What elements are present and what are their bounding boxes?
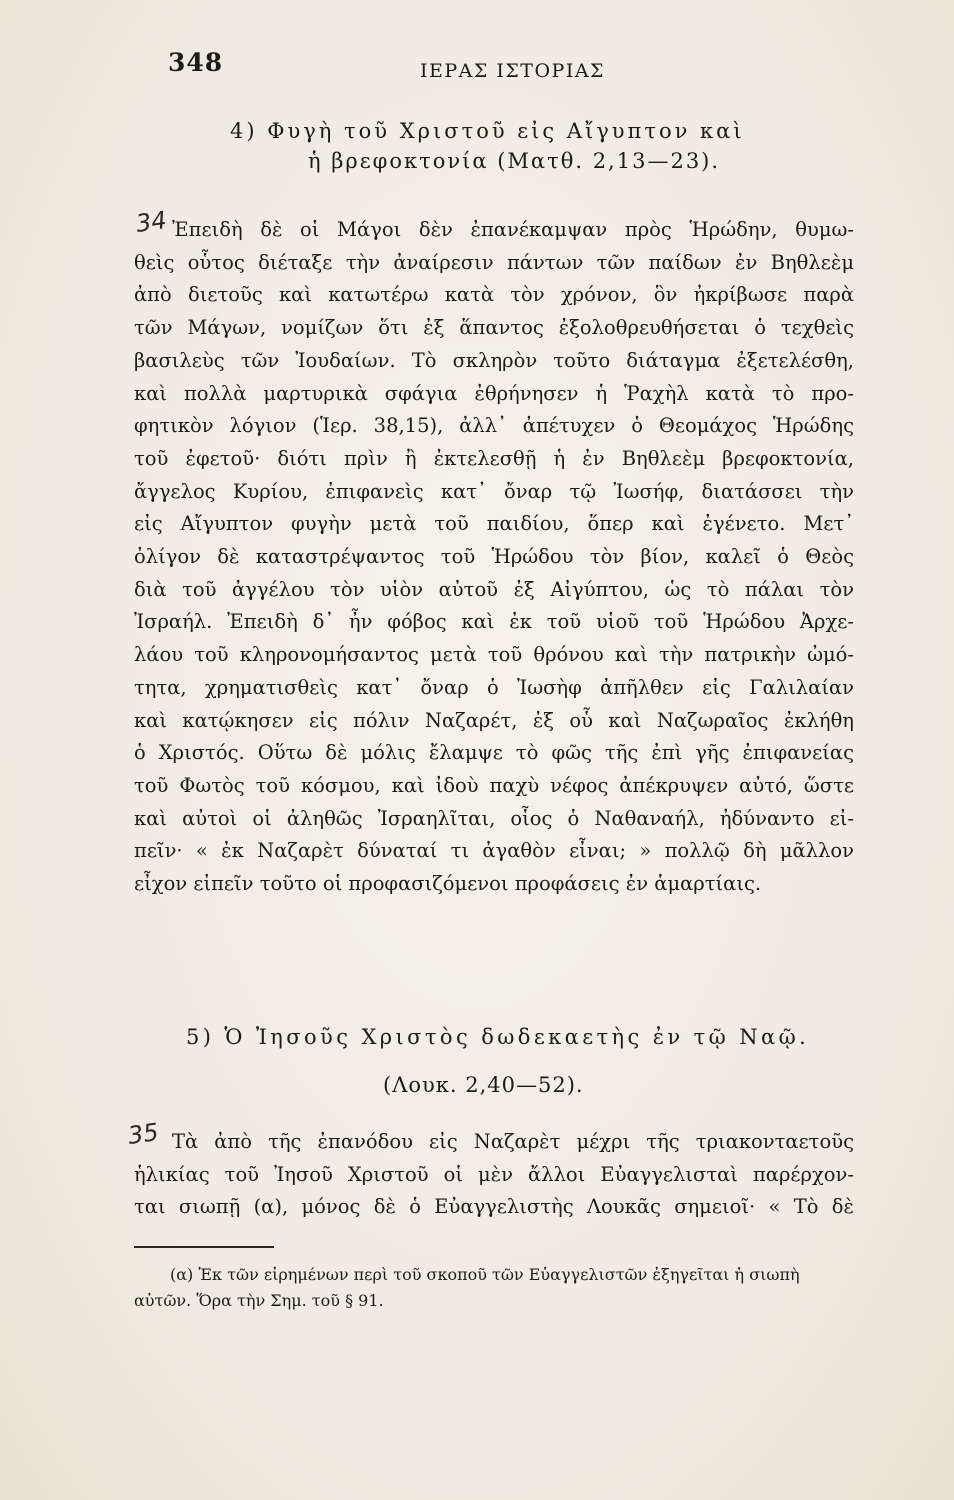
text-line: τητα, χρηματισθεὶς κατ᾽ ὄναρ ὁ Ἰωσὴφ ἀπῆλθεν εἰς Γαλιλαίαν	[134, 675, 854, 699]
footnote-line: (α) Ἐκ τῶν εἰρημένων περὶ τοῦ σκοποῦ τῶν Εὐαγγελιστῶν ἐξηγεῖται ἡ σιωπὴ	[170, 1265, 800, 1284]
page-number: 348	[168, 48, 224, 77]
text-line: τοῦ Φωτὸς τοῦ κόσμου, καὶ ἰδοὺ παχὺ νέφος ἀπέκρυψεν αὐτό, ὥστε	[134, 773, 854, 797]
text-line: Ἐπειδὴ δὲ οἱ Μάγοι δὲν ἐπανέκαμψαν πρὸς Ἡρώδην, θυμω-	[172, 218, 854, 241]
footnote	[134, 1262, 838, 1314]
text-line: θεὶς οὗτος διέταξε τὴν ἀναίρεσιν πάντων τῶν παίδων ἐν Βηθλεὲμ	[134, 250, 854, 274]
text-line: Ἰσραήλ. Ἐπειδὴ δ᾽ ἦν φόβος καὶ ἐκ τοῦ υἱοῦ τοῦ Ἡρώδου Ἀρχε-	[134, 610, 854, 634]
section-heading-line: 4) Φυγὴ τοῦ Χριστοῦ εἰς Αἴγυπτον καὶ	[230, 119, 745, 143]
section-heading-line: (Λουκ. 2,40—52).	[383, 1073, 584, 1097]
text-line: καὶ αὐτοὶ οἱ ἀληθῶς Ἰσραηλῖται, οἷος ὁ Ναθαναήλ, ἠδύναντο εἰ-	[134, 806, 854, 830]
text-line: βασιλεὺς τῶν Ἰουδαίων. Τὸ σκληρὸν τοῦτο διάταγμα ἐξετελέσθη,	[134, 348, 854, 372]
text-line: τῶν Μάγων, νομίζων ὅτι ἐξ ἅπαντος ἐξολοθρευθήσεται ὁ τεχθεὶς	[134, 316, 854, 340]
text-line: εἰς Αἴγυπτον φυγὴν μετὰ τοῦ παιδίου, ὅπερ καὶ ἐγένετο. Μετ᾽	[134, 512, 854, 536]
text-line: φητικὸν λόγιον (Ἱερ. 38,15), ἀλλ᾽ ἀπέτυχεν ὁ Θεομάχος Ἡρώδης	[134, 414, 854, 438]
section-heading-line: ἡ βρεφοκτονία (Ματθ. 2,13—23).	[308, 149, 721, 173]
paragraph-34	[134, 214, 854, 901]
text-line: πεῖν· « ἐκ Ναζαρὲτ δύναταί τι ἀγαθὸν εἶναι; » πολλῷ δὴ μᾶλλον	[134, 839, 854, 863]
text-line: ται σιωπῇ (α), μόνος δὲ ὁ Εὐαγγελιστὴς Λουκᾶς σημειοῖ· « Τὸ δὲ	[134, 1195, 854, 1219]
handwritten-paragraph-number: 34	[134, 206, 169, 238]
text-line: τοῦ ἐφετοῦ· διότι πρὶν ἢ ἐκτελεσθῇ ἡ ἐν Βηθλεὲμ βρεφοκτονία,	[134, 446, 854, 470]
section-heading-5	[0, 1022, 954, 1100]
text-line: διὰ τοῦ ἀγγέλου τὸν υἱὸν αὐτοῦ ἐξ Αἰγύπτου, ὡς τὸ πάλαι τὸν	[134, 577, 854, 601]
footnote-separator	[134, 1246, 274, 1248]
text-line: Τὰ ἀπὸ τῆς ἐπανόδου εἰς Ναζαρὲτ μέχρι τῆς τριακονταετοῦς	[172, 1130, 854, 1153]
text-line: ἄγγελος Κυρίου, ἐπιφανεὶς κατ᾽ ὄναρ τῷ Ἰωσήφ, διατάσσει τὴν	[134, 479, 854, 503]
section-heading-line: 5) Ὁ Ἰησοῦς Χριστὸς δωδεκαετὴς ἐν τῷ Ναῷ.	[186, 1025, 810, 1049]
text-line: ὁ Χριστός. Οὕτω δὲ μόλις ἔλαμψε τὸ φῶς τῆς ἐπὶ γῆς ἐπιφανείας	[134, 741, 854, 765]
text-line: ἡλικίας τοῦ Ἰησοῦ Χριστοῦ οἱ μὲν ἄλλοι Εὐαγγελισταὶ παρέρχον-	[134, 1162, 854, 1186]
paragraph-35	[134, 1126, 854, 1224]
text-line: ἀπὸ διετοῦς καὶ κατωτέρω κατὰ τὸν χρόνον, ὃν ἠκρίβωσε παρὰ	[134, 283, 854, 307]
section-heading-4	[0, 116, 954, 176]
running-head: ΙΕΡΑΣ ΙΣΤΟΡΙΑΣ	[420, 60, 605, 82]
text-line: καὶ πολλὰ μαρτυρικὰ σφάγια ἐθρήνησεν ἡ Ῥαχὴλ κατὰ τὸ προ-	[134, 381, 854, 405]
text-line: εἶχον εἰπεῖν τοῦτο οἱ προφασιζόμενοι προφάσεις ἐν ἁμαρτίαις.	[134, 872, 762, 896]
text-line: καὶ κατῴκησεν εἰς πόλιν Ναζαρέτ, ἐξ οὗ καὶ Ναζωραῖος ἐκλήθη	[134, 708, 854, 732]
text-line: λάου τοῦ κληρονομήσαντος μετὰ τοῦ θρόνου καὶ τὴν πατρικὴν ὠμό-	[134, 643, 854, 667]
handwritten-paragraph-number: 35	[126, 1118, 161, 1150]
text-line: ὀλίγον δὲ καταστρέψαντος τοῦ Ἡρώδου τὸν βίον, καλεῖ ὁ Θεὸς	[134, 545, 854, 569]
footnote-line: αὐτῶν. Ὅρα τὴν Σημ. τοῦ § 91.	[134, 1291, 384, 1310]
